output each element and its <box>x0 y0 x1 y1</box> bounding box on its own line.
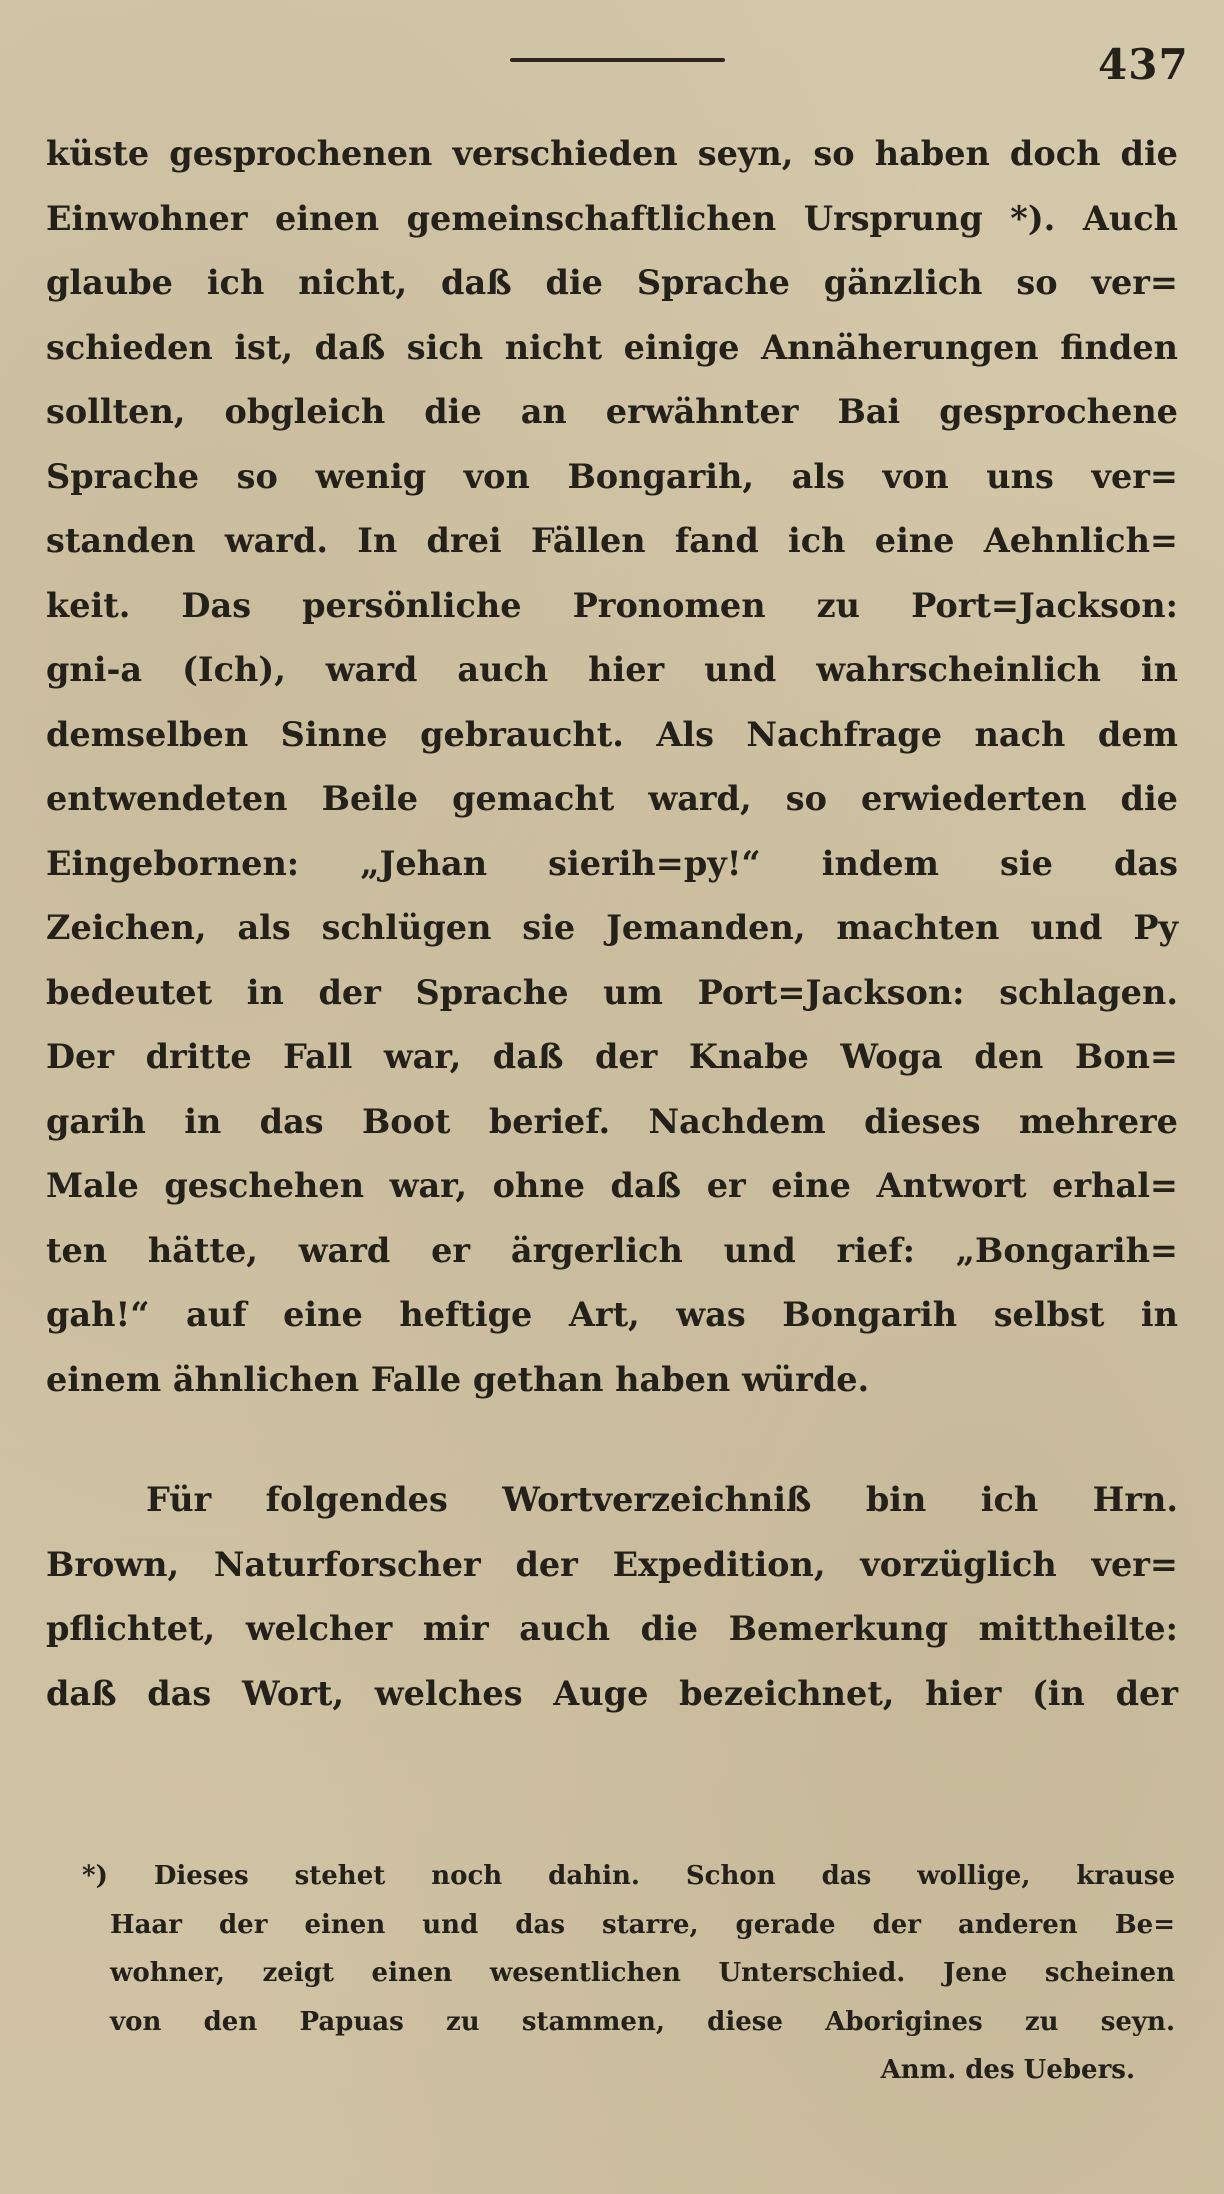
header-rule <box>510 58 725 62</box>
page-number: 437 <box>1098 40 1189 89</box>
text-line: standen ward. In drei Fällen fand ich eine Aehnlich= <box>46 521 1178 560</box>
text-line: schieden ist, daß sich nicht einige Annäherungen finden <box>46 327 1178 367</box>
footnote-line: von den Papuas zu stammen, diese Aborigines zu seyn. <box>110 2006 1175 2037</box>
footnote-line: Haar der einen und das starre, gerade der anderen Be= <box>110 1909 1175 1940</box>
text-line: sollten, obgleich die an erwähnter Bai gesprochene <box>46 392 1178 431</box>
text-line: glaube ich nicht, daß die Sprache gänzlich so ver= <box>46 263 1178 302</box>
text-line: garih in das Boot berief. Nachdem dieses mehrere <box>46 1101 1178 1141</box>
footnote <box>82 1852 1175 2095</box>
text-line: keit. Das persönliche Pronomen zu Port=Jackson: <box>46 585 1178 625</box>
text-line: Der dritte Fall war, daß der Knabe Woga den Bon= <box>46 1037 1178 1076</box>
text-line: einem ähnlichen Falle gethan haben würde. <box>46 1359 870 1399</box>
text-line: bedeutet in der Sprache um Port=Jackson: schlagen. <box>46 972 1178 1012</box>
text-line: ten hätte, ward er ärgerlich und rief: „Bongarih= <box>46 1230 1178 1270</box>
text-line: Male geschehen war, ohne daß er eine Antwort erhal= <box>46 1166 1178 1205</box>
text-line: Einwohner einen gemeinschaftlichen Ursprung *). Auch <box>46 198 1178 238</box>
text-line: küste gesprochenen verschieden seyn, so haben doch die <box>46 134 1178 173</box>
text-line: demselben Sinne gebraucht. Als Nachfrage nach dem <box>46 714 1178 754</box>
text-line: Für folgendes Wortverzeichniß bin ich Hrn. <box>146 1480 1178 1519</box>
text-line: gah!“ auf eine heftige Art, was Bongarih selbst in <box>46 1295 1178 1334</box>
text-line: Zeichen, als schlügen sie Jemanden, machten und Py <box>46 908 1178 947</box>
text-line: entwendeten Beile gemacht ward, so erwiederten die <box>46 779 1178 818</box>
body-text <box>46 122 1178 1726</box>
footnote-line: *) Dieses stehet noch dahin. Schon das wollige, krause <box>82 1861 1175 1891</box>
text-line: daß das Wort, welches Auge bezeichnet, hier (in der <box>46 1673 1178 1713</box>
footnote-signature: Anm. des Uebers. <box>880 2055 1135 2085</box>
text-line: pflichtet, welcher mir auch die Bemerkung mittheilte: <box>46 1609 1178 1648</box>
text-line: Brown, Naturforscher der Expedition, vorzüglich ver= <box>46 1544 1178 1584</box>
paragraph-gap <box>46 1412 1178 1468</box>
text-line: Eingebornen: „Jehan sierih=py!“ indem sie das <box>46 843 1178 883</box>
text-line: gni-a (Ich), ward auch hier und wahrscheinlich in <box>46 650 1178 689</box>
footnote-line: wohner, zeigt einen wesentlichen Unterschied. Jene scheinen <box>110 1958 1175 1988</box>
text-line: Sprache so wenig von Bongarih, als von uns ver= <box>46 456 1178 496</box>
